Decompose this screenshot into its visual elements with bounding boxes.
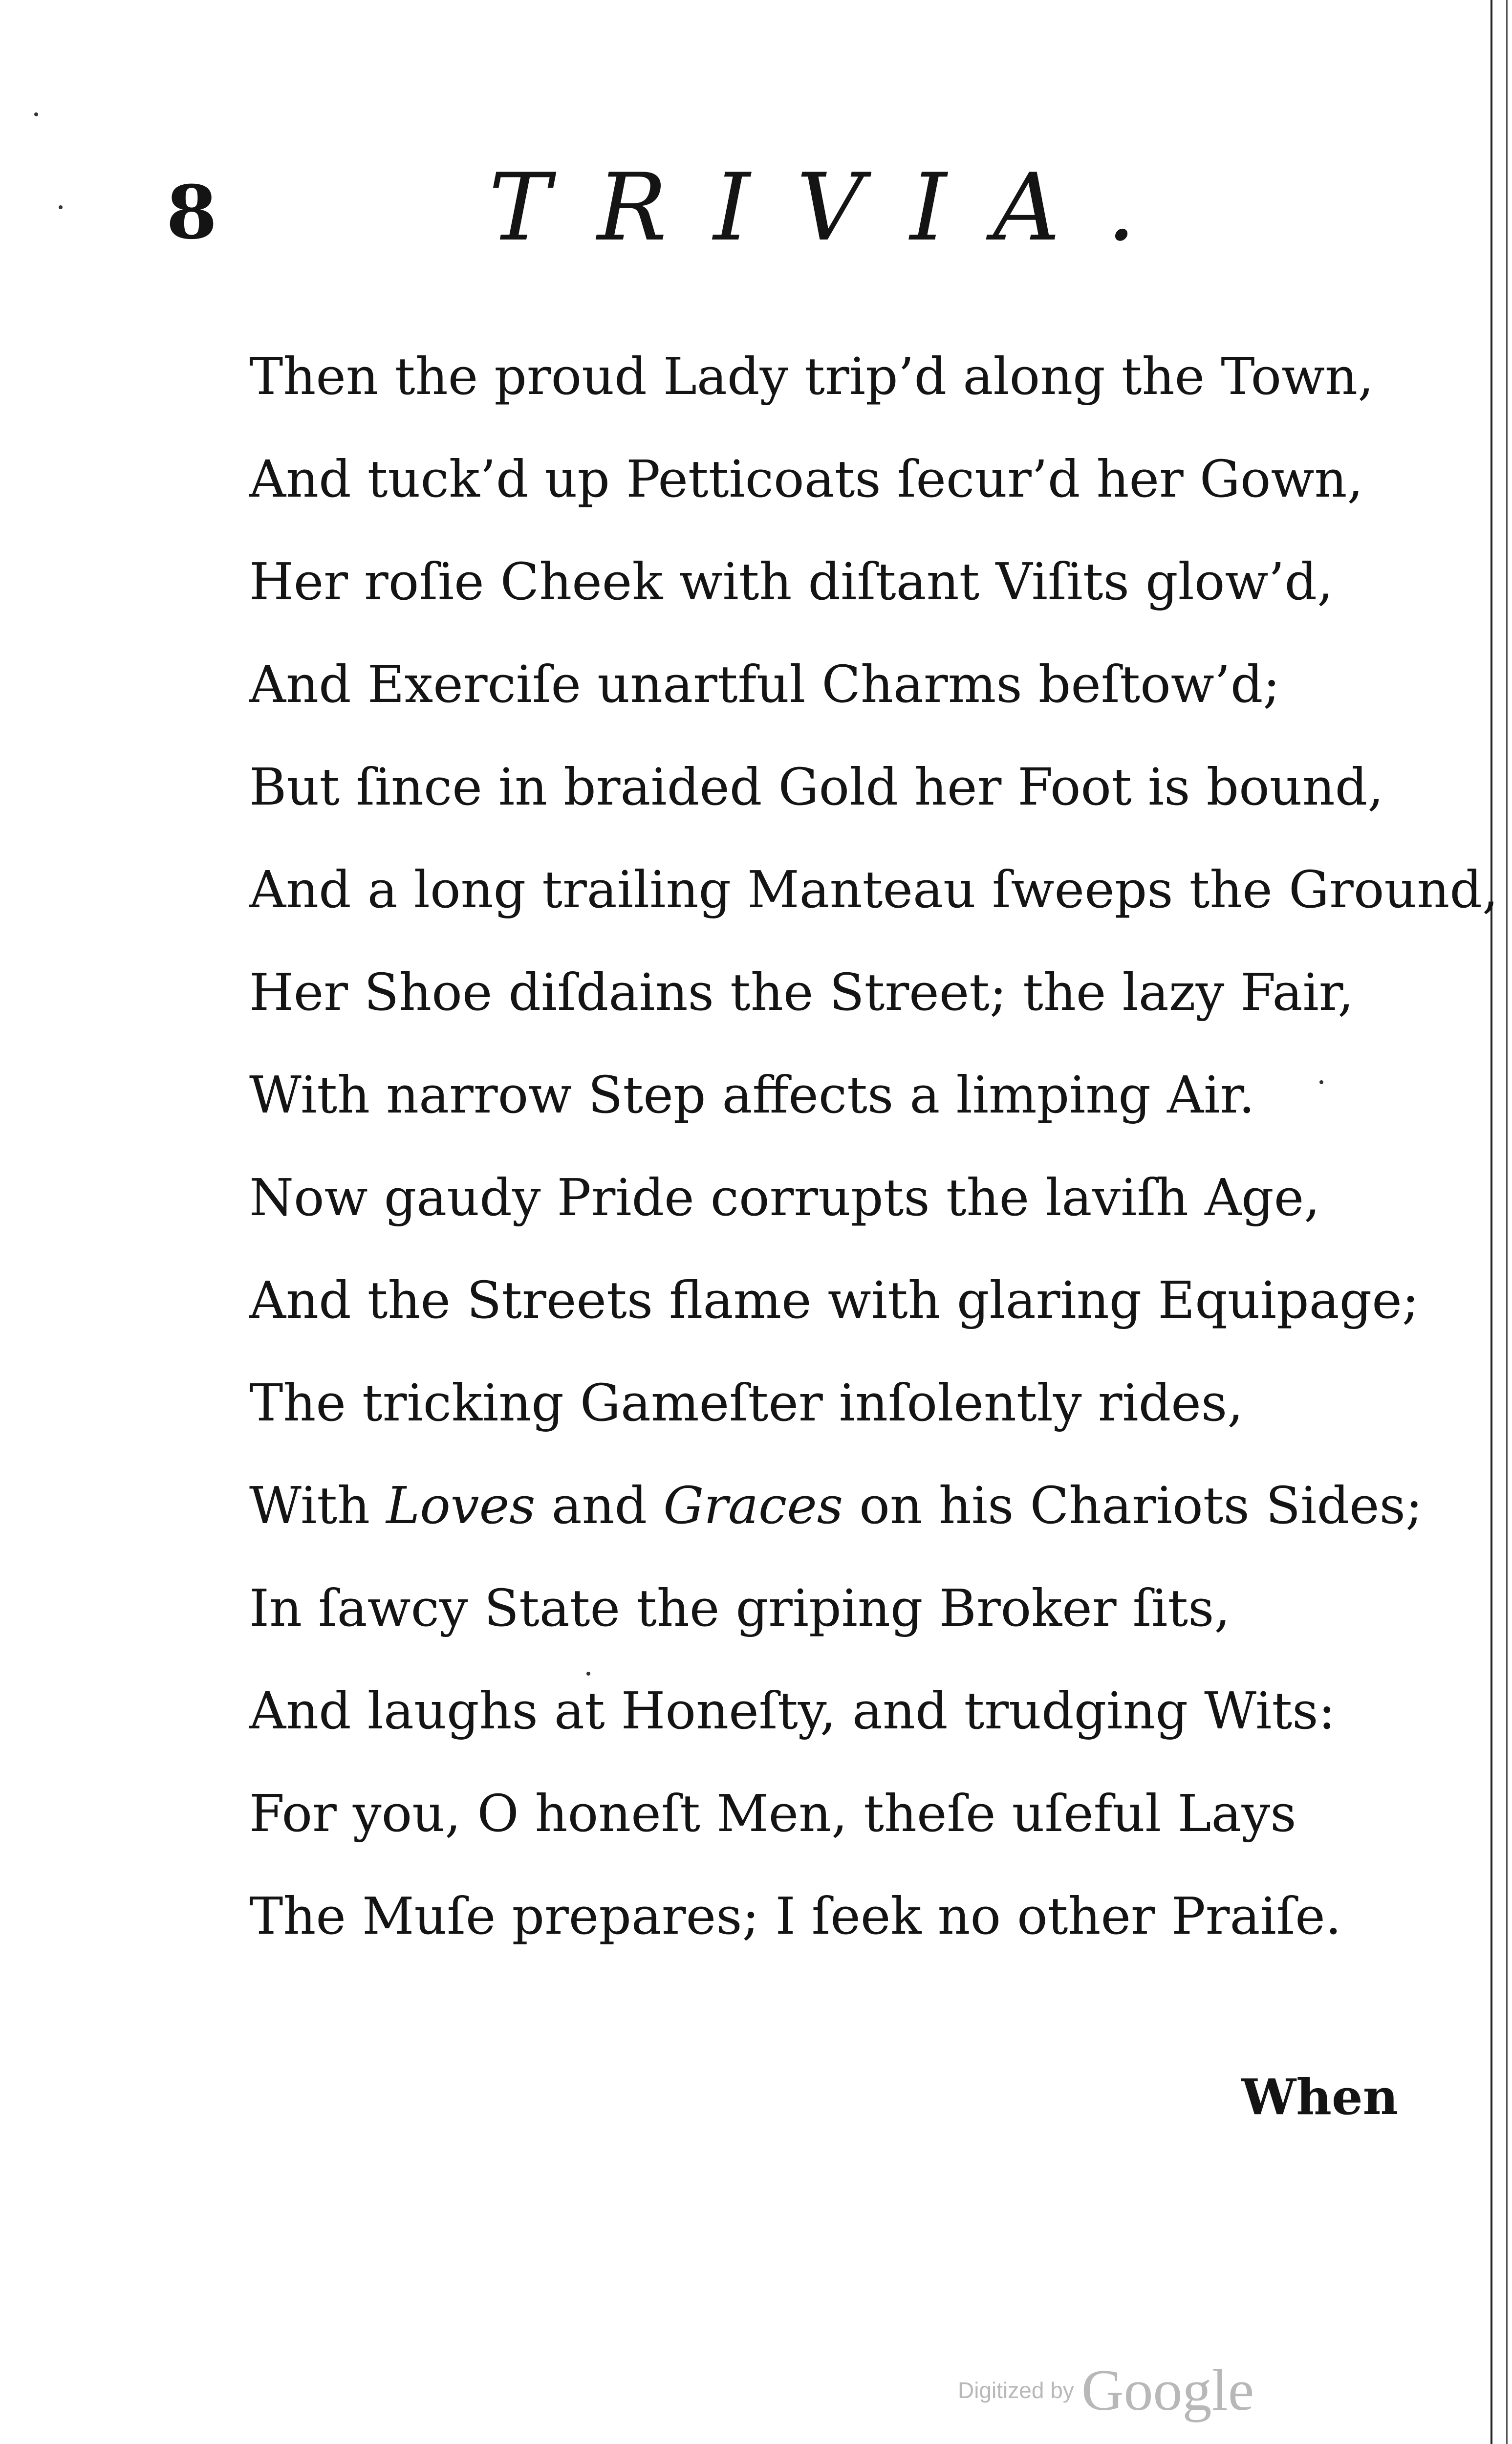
verse-line [249,1762,1373,1865]
verse-line [249,1249,1419,1352]
verse-line [249,633,1373,736]
verse-text: But ſince in braided Gold her Foot is bound, [249,757,1384,817]
verse-line [249,530,1373,633]
verse-line [249,941,1373,1044]
poem-body [249,325,1499,1967]
paper-speck [34,112,38,116]
verse-text: With narrow Step affects a limping Air. [249,1065,1255,1125]
page-number: 8 [166,170,217,256]
verse-line [249,1352,1373,1454]
verse-line [249,1865,1373,1967]
verse-line [249,325,1373,428]
verse-text: Then the proud Lady trip’d along the Town, [249,347,1374,406]
verse-text: The Muſe prepares; I ſeek no other Praiſe. [249,1886,1341,1946]
verse-text: The tricking Gameſter inſolently rides, [249,1373,1244,1433]
verse-text: Now gaudy Pride corrupts the laviſh Age, [249,1168,1320,1227]
italic-word: Loves [386,1476,536,1535]
digitization-watermark [958,2357,1254,2422]
verse-line [249,1557,1373,1659]
catchword: When [1241,2068,1399,2126]
verse-text: on his Chariots Sides; [843,1476,1423,1535]
page-edge-line [1490,0,1492,2444]
verse-line [249,428,1373,530]
page-edge-line [1506,0,1508,2444]
verse-text: With [249,1476,387,1535]
verse-line [249,838,1499,941]
verse-text: And tuck’d up Petticoats ſecur’d her Gown, [249,449,1363,509]
verse-line [249,1146,1373,1249]
verse-line [249,736,1384,838]
running-title: TRIVIA. [489,153,1183,262]
verse-text: And a long trailing Manteau ſweeps the Ground, [249,860,1499,919]
verse-text: In ſawcy State the griping Broker ſits, [249,1578,1231,1638]
verse-text: and [535,1476,664,1535]
verse-line [249,1044,1373,1146]
paper-speck [59,205,63,209]
verse-text: For you, O honeſt Men, theſe uſeful Lays [249,1784,1296,1843]
verse-text: And Exerciſe unartful Charms beſtow’d; [249,655,1280,714]
verse-line [249,1659,1373,1762]
verse-text: Her Shoe diſdains the Street; the lazy Fair, [249,962,1354,1022]
verse-line [249,1454,1423,1557]
watermark-brand: Google [1081,2357,1254,2422]
verse-text: And laughs at Honeſty, and trudging Wits: [249,1681,1336,1741]
italic-word: Graces [663,1476,843,1535]
verse-text: Her roſie Cheek with diſtant Viſits glow’d, [249,552,1334,611]
watermark-prefix: Digitized by [958,2378,1074,2403]
verse-text: And the Streets flame with glaring Equipage; [249,1270,1419,1330]
